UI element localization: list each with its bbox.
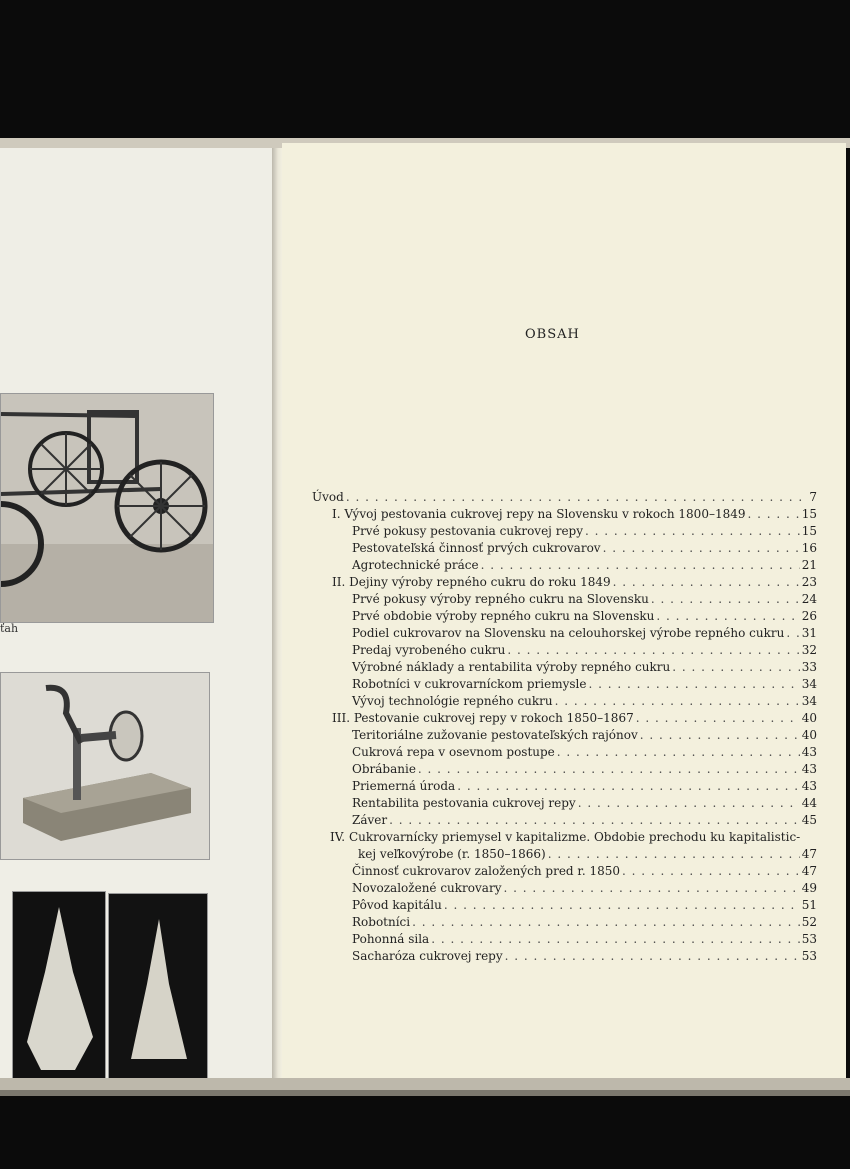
- toc-entry-label: Vývoj technológie repného cukru: [352, 694, 553, 708]
- toc-entry-label: Priemerná úroda: [352, 779, 456, 793]
- toc-entry-page: 44: [801, 796, 817, 810]
- photo-caption: ťah: [0, 622, 19, 635]
- toc-entry: [312, 778, 817, 795]
- toc-entry: [312, 931, 817, 948]
- toc-entry-label: Podiel cukrovarov na Slovensku na celouhorskej výrobe repného cukru: [352, 626, 785, 640]
- toc-leader-dots: [786, 625, 799, 642]
- toc-entry: [312, 608, 817, 625]
- toc-leader-dots: [585, 523, 800, 540]
- toc-entry-label: Predaj vyrobeného cukru: [352, 643, 506, 657]
- toc-entry-page: 40: [801, 711, 817, 725]
- toc-entry-page: 53: [801, 949, 817, 963]
- toc-entry-label: Pohonná sila: [352, 932, 430, 946]
- toc-entry: [312, 727, 817, 744]
- toc-leader-dots: [346, 489, 808, 506]
- toc-leader-dots: [640, 727, 800, 744]
- toc-entry-label: III. Pestovanie cukrovej repy v rokoch 1850–1867: [332, 711, 634, 725]
- toc-entry: [312, 846, 817, 863]
- toc-entry-page: 45: [801, 813, 817, 827]
- toc-leader-dots: [656, 608, 799, 625]
- toc-entry-label: Agrotechnické práce: [352, 558, 479, 572]
- toc-entry-label: Sacharóza cukrovej repy: [352, 949, 503, 963]
- toc-entry: [312, 863, 817, 880]
- toc-entry-label: I. Vývoj pestovania cukrovej repy na Slovensku v rokoch 1800–1849: [332, 507, 746, 521]
- toc-leader-dots: [418, 761, 800, 778]
- toc-entry-label: Robotníci: [352, 915, 411, 929]
- toc-entry-label: Cukrová repa v osevnom postupe: [352, 745, 555, 759]
- toc-entry-label: Teritoriálne zužovanie pestovateľských rajónov: [352, 728, 638, 742]
- photo-tool: [0, 672, 210, 860]
- toc-entry-label: Pôvod kapitálu: [352, 898, 442, 912]
- toc-entry: [312, 574, 817, 591]
- toc-entry-label: Rentabilita pestovania cukrovej repy: [352, 796, 576, 810]
- toc-entry: [312, 489, 817, 506]
- toc-entry-label: kej veľkovýrobe (r. 1850–1866): [358, 847, 546, 861]
- toc-entry-label: II. Dejiny výroby repného cukru do roku 1849: [332, 575, 611, 589]
- toc-entry-label: Činnosť cukrovarov založených pred r. 1850: [352, 864, 621, 878]
- toc-entry-page: 15: [801, 524, 817, 538]
- toc-entry-label: Záver: [352, 813, 388, 827]
- photo-wagon: [0, 393, 214, 623]
- toc-entry: [312, 676, 817, 693]
- toc-leader-dots: [588, 676, 799, 693]
- toc-entry-page: 23: [801, 575, 817, 589]
- toc-entry-page: 15: [801, 507, 817, 521]
- toc-entry: [312, 659, 817, 676]
- toc-leader-dots: [444, 897, 800, 914]
- toc-entry: [312, 557, 817, 574]
- toc-entry: [312, 625, 817, 642]
- toc-entry-page: 7: [809, 490, 817, 504]
- toc-entry-label: Obrábanie: [352, 762, 416, 776]
- toc-leader-dots: [578, 795, 800, 812]
- book-bottom-edge: [0, 1078, 850, 1090]
- book-bottom-shadow: [0, 1090, 850, 1096]
- toc-entry: [312, 523, 817, 540]
- toc-leader-dots: [651, 591, 800, 608]
- toc-entry-label: Úvod: [312, 490, 344, 504]
- toc-leader-dots: [622, 863, 800, 880]
- toc-entry-label: Prvé pokusy pestovania cukrovej repy: [352, 524, 584, 538]
- toc-entry-page: 47: [801, 864, 817, 878]
- toc-entry-page: 34: [801, 677, 817, 691]
- toc-entry-page: 51: [801, 898, 817, 912]
- toc-leader-dots: [636, 710, 800, 727]
- toc-leader-dots: [481, 557, 800, 574]
- toc-leader-dots: [412, 914, 800, 931]
- toc-entry-page: 33: [801, 660, 817, 674]
- toc-entry: [312, 795, 817, 812]
- toc-entry: [312, 914, 817, 931]
- toc-entry: [312, 642, 817, 659]
- toc-entry-page: 40: [801, 728, 817, 742]
- toc-entry-page: 53: [801, 932, 817, 946]
- toc-leader-dots: [555, 693, 800, 710]
- toc-entry: [312, 506, 817, 523]
- toc-leader-dots: [613, 574, 800, 591]
- toc-entry-page: 32: [801, 643, 817, 657]
- toc-leader-dots: [457, 778, 800, 795]
- photo-beet-right: [108, 893, 208, 1085]
- toc-entry-page: 26: [801, 609, 817, 623]
- toc-entry: [312, 812, 817, 829]
- toc-entry-page: 43: [801, 762, 817, 776]
- toc-entry-label: Výrobné náklady a rentabilita výroby repného cukru: [352, 660, 671, 674]
- toc-entry-label: Prvé obdobie výroby repného cukru na Slovensku: [352, 609, 655, 623]
- toc-entry-page: 34: [801, 694, 817, 708]
- page-title: OBSAH: [525, 327, 580, 342]
- toc-entry: [312, 693, 817, 710]
- toc-entry: [312, 761, 817, 778]
- toc-leader-dots: [507, 642, 799, 659]
- toc-leader-dots: [503, 880, 799, 897]
- book-gutter: [272, 148, 282, 1078]
- toc-entry-label: Robotníci v cukrovarníckom priemysle: [352, 677, 587, 691]
- toc-entry-page: 43: [801, 779, 817, 793]
- toc-entry: [312, 744, 817, 761]
- toc-entry: [312, 897, 817, 914]
- toc-leader-dots: [389, 812, 800, 829]
- toc-leader-dots: [505, 948, 800, 965]
- toc-entry-page: 43: [801, 745, 817, 759]
- toc-entry-page: 21: [801, 558, 817, 572]
- toc-leader-dots: [548, 846, 800, 863]
- toc-entry-label: Novozaložené cukrovary: [352, 881, 502, 895]
- toc-entry: [312, 591, 817, 608]
- photo-beet-left: [12, 891, 106, 1085]
- toc-entry-label: Pestovateľská činnosť prvých cukrovarov: [352, 541, 601, 555]
- toc-entry: [312, 710, 817, 727]
- toc-entry-label: Prvé pokusy výroby repného cukru na Slovensku: [352, 592, 649, 606]
- toc-entry-page: 31: [801, 626, 817, 640]
- toc-entry-page: 16: [801, 541, 817, 555]
- toc-leader-dots: [557, 744, 800, 761]
- toc-leader-dots: [431, 931, 800, 948]
- left-page: [0, 148, 272, 1078]
- toc-leader-dots: [603, 540, 800, 557]
- table-of-contents: [312, 489, 817, 965]
- toc-entry: [312, 880, 817, 897]
- toc-leader-dots: [748, 506, 800, 523]
- toc-entry-page: 49: [801, 881, 817, 895]
- toc-entry: [312, 540, 817, 557]
- toc-entry-page: 52: [801, 915, 817, 929]
- toc-entry-page: 24: [801, 592, 817, 606]
- toc-part4-title: IV. Cukrovarnícky priemysel v kapitalizme. Obdobie prechodu ku kapitalistic-: [330, 830, 801, 844]
- toc-leader-dots: [672, 659, 799, 676]
- toc-entry-page: 47: [801, 847, 817, 861]
- toc-entry: [312, 948, 817, 965]
